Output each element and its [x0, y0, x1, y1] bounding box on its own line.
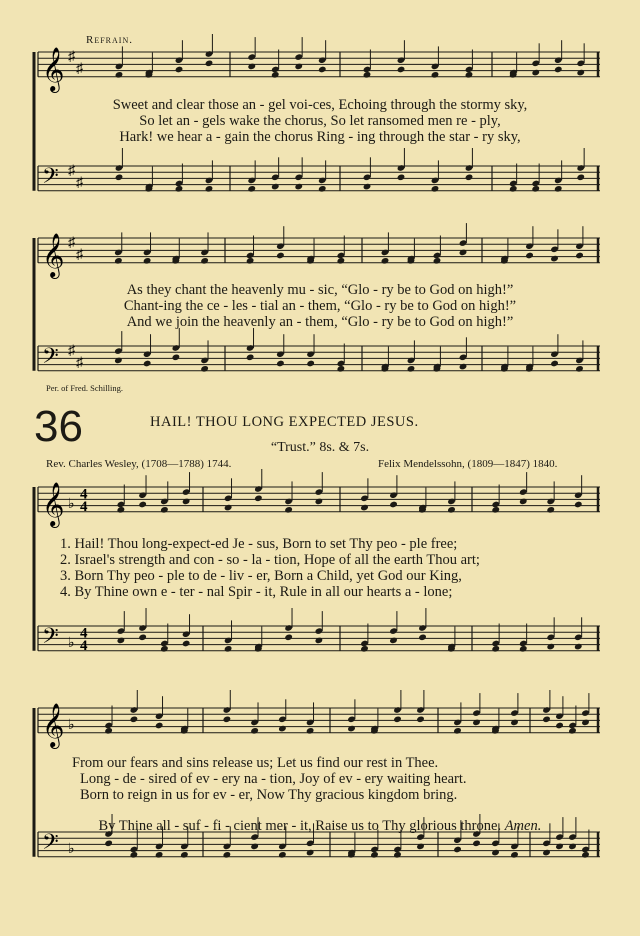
verse-line-8-text: By Thine all - suf - fi - cient mer - it, Raise us to Thy glorious throne.: [98, 818, 502, 834]
svg-text:♯: ♯: [68, 235, 75, 251]
svg-text:𝄢: 𝄢: [42, 343, 59, 374]
treble-staff-3: [38, 469, 600, 528]
bass-staff-2: [38, 328, 600, 374]
bass-staff-1: [38, 148, 600, 194]
svg-text:𝄞: 𝄞: [42, 232, 65, 277]
svg-text:♭: ♭: [68, 497, 75, 513]
refrain-lyric-line-5: Chant-ing the ce - les - tial an - them, “Glo - ry be to God on high!”: [123, 298, 517, 314]
author-credit: Rev. Charles Wesley, (1708—1788) 1744.: [46, 458, 232, 470]
hymn-number: 36: [34, 402, 83, 451]
svg-text:♯: ♯: [76, 355, 83, 371]
svg-text:♭: ♭: [68, 842, 75, 858]
tune-meter: “Trust.” 8s. & 7s.: [270, 440, 370, 455]
refrain-lyric-line-2: So let an - gels wake the chorus, So let ransomed men re - ply,: [139, 113, 501, 129]
refrain-lyric-line-4: As they chant the heavenly mu - sic, “Glo - ry be to God on high!”: [126, 282, 514, 298]
hymn-title: HAIL! THOU LONG EXPECTED JESUS.: [150, 414, 419, 430]
svg-text:♯: ♯: [76, 61, 83, 77]
amen-label: Amen.: [504, 818, 542, 834]
svg-text:4: 4: [80, 498, 88, 515]
verse-line-7: Born to reign in us for ev - er, Now Thy gracious kingdom bring.: [80, 787, 458, 803]
svg-text:𝄞: 𝄞: [42, 481, 65, 526]
verse-line-5: From our fears and sins release us; Let us find our rest in Thee.: [72, 755, 439, 771]
verse-line-6: Long - de - sired of ev - ery na - tion, Joy of ev - ery waiting heart.: [80, 771, 467, 787]
svg-text:♯: ♯: [76, 247, 83, 263]
verse-line-3: 3. Born Thy peo - ple to de - liv - er, Born a Child, yet God our King,: [60, 568, 462, 584]
svg-text:♭: ♭: [68, 718, 75, 734]
svg-text:♭: ♭: [68, 636, 75, 652]
refrain-lyric-line-1: Sweet and clear those an - gel voi-ces, Echoing through the stormy sky,: [112, 97, 528, 113]
permission-note: Per. of Fred. Schilling.: [46, 383, 123, 393]
svg-text:𝄞: 𝄞: [42, 702, 65, 747]
verse-line-8: [84, 804, 640, 849]
refrain-lyric-line-6: And we join the heavenly an - them, “Glo - ry be to God on high!”: [126, 314, 514, 330]
svg-text:♯: ♯: [76, 175, 83, 191]
verse-line-2: 2. Israel's strength and con - so - la - tion, Hope of all the earth Thou art;: [60, 552, 480, 568]
refrain-label: Refrain.: [86, 34, 133, 46]
svg-text:𝄢: 𝄢: [42, 163, 59, 194]
svg-text:4: 4: [80, 637, 88, 654]
svg-text:𝄢: 𝄢: [42, 829, 59, 860]
svg-text:4: 4: [80, 486, 88, 503]
treble-staff-1: [38, 34, 600, 93]
treble-staff-2: [38, 223, 600, 279]
svg-text:♯: ♯: [68, 163, 75, 179]
treble-staff-4: [38, 690, 600, 749]
svg-text:♯: ♯: [68, 49, 75, 65]
svg-text:𝄢: 𝄢: [42, 623, 59, 654]
verse-line-4: 4. By Thine own e - ter - nal Spir - it, Rule in all our hearts a - lone;: [60, 584, 453, 600]
svg-text:𝄞: 𝄞: [42, 46, 65, 91]
bass-staff-3: [38, 608, 600, 654]
composer-credit: Felix Mendelssohn, (1809—1847) 1840.: [378, 458, 558, 470]
verse-line-1: 1. Hail! Thou long-expect-ed Je - sus, Born to set Thy peo - ple free;: [60, 536, 458, 552]
svg-text:♯: ♯: [68, 343, 75, 359]
svg-text:4: 4: [80, 625, 88, 642]
refrain-lyric-line-3: Hark! we hear a - gain the chorus Ring - ing through the star - ry sky,: [119, 129, 521, 145]
